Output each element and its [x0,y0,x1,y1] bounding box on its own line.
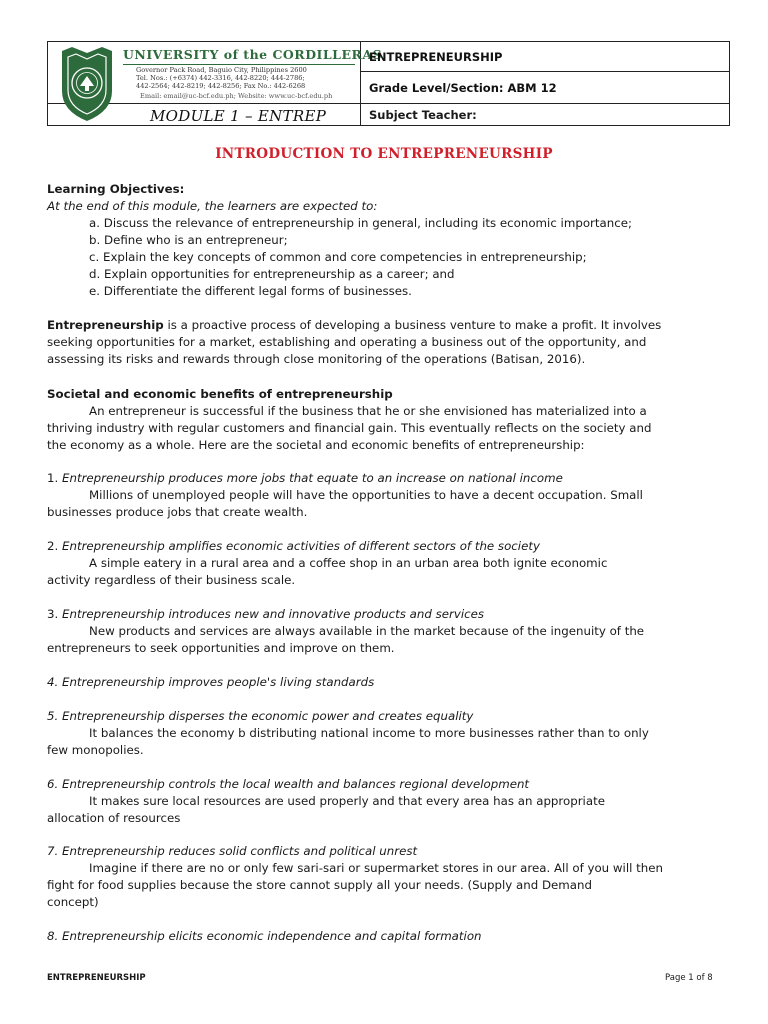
objective-item: a. Discuss the relevance of entrepreneurship in general, including its economic importance; [89,216,632,230]
benefits-intro-line: An entrepreneur is successful if the business that he or she envisioned has materialized into a [89,404,647,418]
university-logo-area [48,42,383,104]
benefits-intro-line: the economy as a whole. Here are the societal and economic benefits of entrepreneurship: [47,438,585,452]
benefit-body: entrepreneurs to seek opportunities and improve on them. [47,641,395,655]
objective-item: d. Explain opportunities for entrepreneurship as a career; and [89,267,455,281]
definition-text: is a proactive process of developing a business venture to make a profit. It involves [163,318,662,332]
objective-item: b. Define who is an entrepreneur; [89,233,288,247]
benefit-title: 7. Entrepreneurship reduces solid conflicts and political unrest [47,844,418,858]
header-left-cell [48,42,383,125]
benefit-title-text: Entrepreneurship amplifies economic activities of different sectors of the society [62,539,540,553]
benefit-number: 3. [47,607,63,621]
subject-row [361,42,729,72]
page-title: INTRODUCTION TO ENTREPRENEURSHIP [215,146,553,162]
teacher-row [361,104,729,126]
benefit-title-text: Entrepreneurship introduces new and innovative products and services [62,607,485,621]
benefit-number: 1. [47,471,63,485]
benefit-body: few monopolies. [47,743,144,757]
university-email: Email: email@uc-bcf.edu.ph; Website: www.uc-bcf.edu.ph [140,92,333,100]
benefit-title [47,606,737,623]
benefit-body: allocation of resources [47,811,181,825]
subject-teacher: Subject Teacher: [369,108,477,122]
benefit-body: New products and services are always available in the market because of the ingenuity of the [89,624,645,638]
footer-subject: ENTREPRENEURSHIP [47,973,146,983]
benefit-title: 4. Entrepreneurship improves people's living standards [47,675,375,689]
grade-level-row [361,72,729,104]
benefit-body: A simple eatery in a rural area and a coffee shop in an urban area both ignite economic [89,556,608,570]
module-header-table [47,41,730,126]
benefit-title [47,538,737,555]
definition-paragraph-line: seeking opportunities for a market, establishing and operating a business out of the opportunity, and [47,335,647,349]
page-number: Page 1 of 8 [665,973,713,983]
definition-term: Entrepreneurship [47,318,164,332]
benefit-title [47,470,737,487]
header-right-cell [361,42,729,125]
subject-name: ENTREPRENEURSHIP [369,50,503,64]
university-name-rule [123,64,355,65]
benefit-number: 2. [47,539,63,553]
benefit-body: concept) [47,895,99,909]
objective-item: c. Explain the key concepts of common and core competencies in entrepreneurship; [89,250,587,264]
university-name: UNIVERSITY of the CORDILLERAS [123,47,383,62]
benefits-heading: Societal and economic benefits of entrepreneurship [47,387,393,401]
university-address: Governor Pack Road, Baguio City, Philippines 2600 [136,66,307,74]
objective-item: e. Differentiate the different legal forms of businesses. [89,284,412,298]
benefit-body: It balances the economy b distributing national income to more businesses rather than to only [89,726,649,740]
university-fax: 442-2564; 442-8219; 442-8256; Fax No.: 442-6268 [136,82,306,90]
objectives-intro: At the end of this module, the learners are expected to: [47,199,378,213]
university-phone: Tel. Nos.: (+6374) 442-3316, 442-8220; 444-2786; [136,74,305,82]
benefit-title: 5. Entrepreneurship disperses the economic power and creates equality [47,709,474,723]
benefit-title: 8. Entrepreneurship elicits economic independence and capital formation [47,929,482,943]
definition-paragraph-line: assessing its risks and rewards through close monitoring of the operations (Batisan, 2016). [47,352,586,366]
grade-level: Grade Level/Section: ABM 12 [369,81,557,95]
benefits-intro-line: thriving industry with regular customers and financial gain. This eventually reflects on the society and [47,421,652,435]
objectives-heading: Learning Objectives: [47,182,185,196]
benefit-body: Millions of unemployed people will have the opportunities to have a decent occupation. Small [89,488,643,502]
definition-paragraph-line [47,317,737,334]
benefit-body: businesses produce jobs that create wealth. [47,505,308,519]
benefit-body: Imagine if there are no or only few sari-sari or supermarket stores in our area. All of you will then [89,861,663,875]
benefit-body: activity regardless of their business scale. [47,573,296,587]
university-seal-icon [54,45,120,123]
benefit-body: fight for food supplies because the store cannot supply all your needs. (Supply and Demand [47,878,592,892]
module-title: MODULE 1 – ENTREP [150,107,327,125]
benefit-title-text: Entrepreneurship produces more jobs that equate to an increase on national income [62,471,563,485]
benefit-title: 6. Entrepreneurship controls the local wealth and balances regional development [47,777,530,791]
benefit-body: It makes sure local resources are used properly and that every area has an appropriate [89,794,605,808]
